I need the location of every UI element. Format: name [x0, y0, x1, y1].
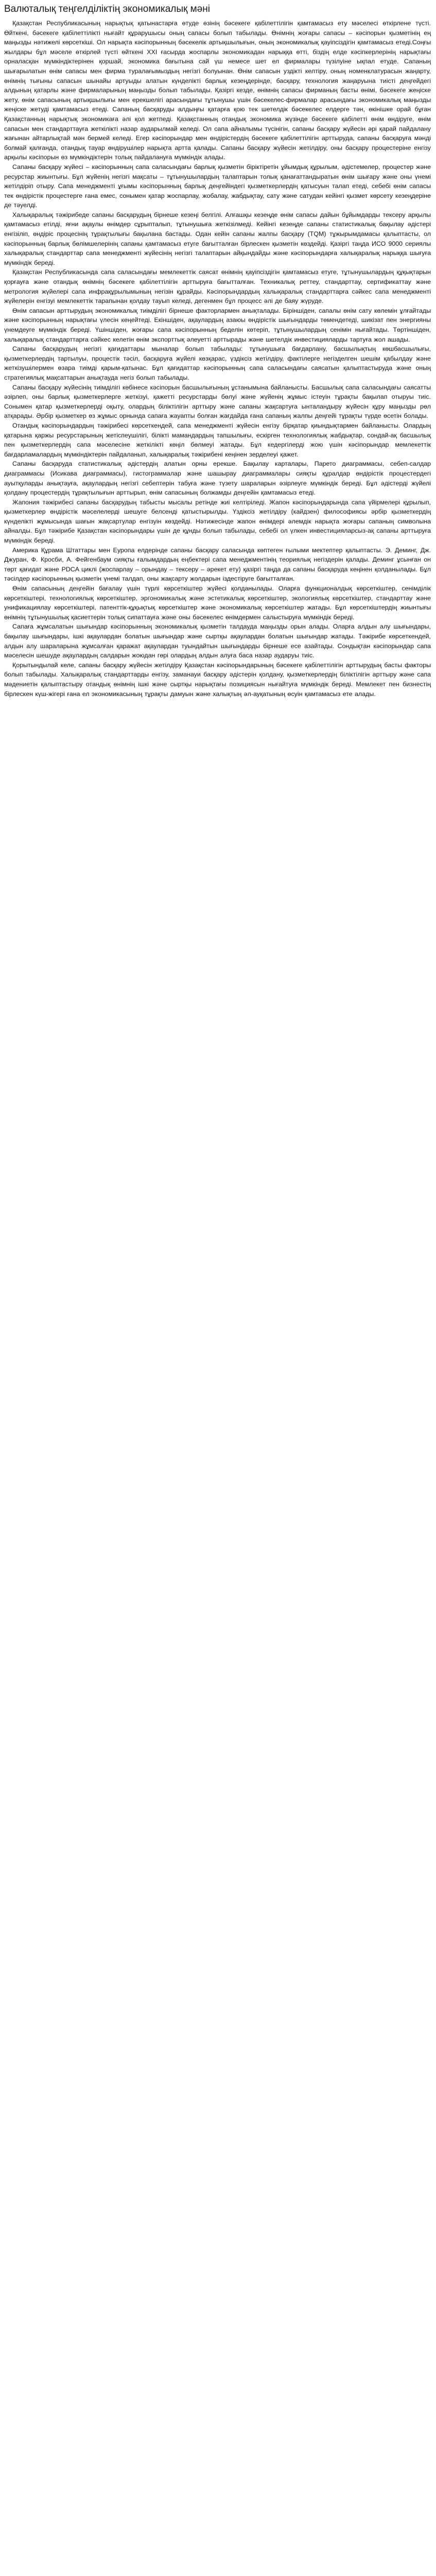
paragraph: Сапаны басқаруда статистикалық әдістердің алатын орны ерекше. Бақылау карталары, Парето диаграммасы, себеп-салдар диаграммасы (Исикава диаграммасы), гистограммалар және шашырау диаграммалары сияқты құралдар өндірістік процестердегі ауытқуларды анықтауға, ақаулардың негізгі себептерін табуға және түзету шараларын әзірлеуге мүмкіндік береді. Бұл әдістерді жүйелі қолдану процестердің тұрақтылығын арттырып, өнім сапасының болжамды деңгейін қамтамасыз етеді.	[4, 460, 431, 497]
paragraph: Қазақстан Республикасында сапа саласындағы мемлекеттік саясат өнімнің қауіпсіздігін қамтамасыз етуге, тұтынушылардың құқықтарын қорғауға және отандық өнімнің бәсекеге қабілеттілігін арттыруға бағытталған. Техникалық реттеу, стандарттау, сертификаттау және метрология жүйелері сапа инфрақұрылымының негізін құрайды. Кәсіпорындардың халықаралық стандарттарға сәйкес сапа менеджменті жүйелерін енгізуі мемлекеттік тарапынан қолдау тауып келеді, дегенмен бұл процесс әлі де баяу жүруде.	[4, 268, 431, 305]
paragraph: Өнім сапасын арттырудың экономикалық тиімділігі бірнеше факторлармен анықталады. Біріншіден, сапалы өнім сату көлемін ұлғайтады және кәсіпорынның нарықтағы үлесін кеңейтеді. Екіншіден, ақаулардың азаюы өндірістік шығындарды төмендетеді, шикізат пен энергияны үнемдеуге мүмкіндік береді. Үшіншіден, жоғары сапа кәсіпорынның беделін көтеріп, тұтынушылардың сенімін нығайтады. Төртіншіден, халықаралық стандарттарға сәйкес келетін өнім экспорттық әлеуетті арттырады және шетелдік инвестицияларды тартуға жол ашады.	[4, 307, 431, 343]
paragraph: Отандық кәсіпорындардың тәжірибесі көрсеткендей, сапа менеджменті жүйесін енгізу бірқатар қиындықтармен байланысты. Олардың қатарына қаржы ресурстарының жетіспеушілігі, білікті мамандардың тапшылығы, ескірген технологиялық жабдықтар, сондай-ақ басшылық пен қызметкерлердің сапа мәселесіне жеткілікті көңіл бөлмеуі жатады. Бұл кедергілерді жою үшін кәсіпорындар мемлекеттік бағдарламалардың мүмкіндіктерін пайдаланып, халықаралық тәжірибені кеңінен зерделеуі қажет.	[4, 421, 431, 458]
paragraph: Өнім сапасының деңгейін бағалау үшін түрлі көрсеткіштер жүйесі қолданылады. Оларға функционалдық көрсеткіштер, сенімділік көрсеткіштері, технологиялық көрсеткіштер, эргономикалық және эстетикалық көрсеткіштер, экологиялық көрсеткіштер, стандарттау және унификациялау көрсеткіштері, патенттік-құқықтық көрсеткіштер және экономикалық көрсеткіштер жатады. Бұл көрсеткіштердің жиынтығы өнімнің тұтынушылық қасиеттерін толық сипаттауға және оны бәсекелес өнімдермен салыстыруға мүмкіндік береді.	[4, 585, 431, 621]
paragraph: Америка Құрама Штаттары мен Еуропа елдерінде сапаны басқару саласында көптеген ғылыми мектептер қалыптасты. Э. Деминг, Дж. Джуран, Ф. Кросби, А. Фейгенбаум сияқты ғалымдардың еңбектері сапа менеджментінің теориялық негіздерін қалады. Деминг ұсынған он төрт қағидат және PDCA циклі (жоспарлау – орындау – тексеру – әрекет ету) қазіргі таңда да сапаны басқаруда кеңінен қолданылады. Бұл тәсілдер кәсіпорынның қызметін үнемі талдап, оны жақсарту жолдарын іздестіруге бағытталған.	[4, 546, 431, 583]
paragraph: Сапаға жұмсалатын шығындар кәсіпорынның экономикалық қызметін талдауда маңызды орын алады. Оларға алдын алу шығындары, бақылау шығындары, ішкі ақаулардан болатын шығындар және сыртқы ақаулардан болатын шығындар жатады. Тәжірибе көрсеткендей, алдын алу шараларына жұмсалған қаражат ақаулардан туындайтын шығындарды бірнеше есе азайтады. Сондықтан кәсіпорындар сапа мәселесін шешуде ақаулардың салдарын жоюдан гөрі олардың алдын алуға баса назар аударуы тиіс.	[4, 623, 431, 659]
paragraph: Сапаны басқарудың негізгі қағидаттары мыналар болып табылады: тұтынушыға бағдарлану, басшылықтың көшбасшылығы, қызметкерлердің тартылуы, процестік тәсіл, басқаруға жүйелі көзқарас, үздіксіз жетілдіру, фактілерге негізделген шешім қабылдау және жеткізушілермен өзара тиімді қарым-қатынас. Бұл қағидаттар кәсіпорынның сапа саласындағы саясатын қалыптастыруда және оның стратегиялық мақсаттарын анықтауда негіз болып табылады.	[4, 345, 431, 381]
paragraph: Халықаралық тәжірибеде сапаны басқарудың бірнеше кезеңі белгілі. Алғашқы кезеңде өнім сапасы дайын бұйымдарды тексеру арқылы қамтамасыз етілді, яғни ақаулы өнімдер сұрыпталып, тұтынушыға жеткізілмеді. Кейінгі кезеңде сапаны статистикалық бақылау әдістері енгізіліп, өндіріс процесінің тұрақтылығы бақылана бастады. Одан кейін сапаны жалпы басқару (TQM) тұжырымдамасы қалыптасты, ол кәсіпорынның барлық бөлімшелерінің сапаны қамтамасыз етуге бағытталған бірлескен қызметін көздейді. Қазіргі таңда ИСО 9000 сериялы халықаралық стандарттар сапа менеджменті жүйесінің негізгі талаптарын айқындайды және кәсіпорындарға халықаралық нарыққа шығуға мүмкіндік береді.	[4, 211, 431, 266]
document-body	[4, 19, 431, 699]
paragraph: Қорытындылай келе, сапаны басқару жүйесін жетілдіру Қазақстан кәсіпорындарының бәсекеге қабілеттілігін арттырудың басты факторы болып табылады. Халықаралық стандарттарды енгізу, заманауи басқару әдістерін қолдану, қызметкерлердің біліктілігін арттыру және сапа мәдениетін қалыптастыру отандық өнімнің ішкі және сыртқы нарықтағы позициясын нығайтуға мүмкіндік береді. Мемлекет пен бизнестің бірлескен күш-жігері ғана ел экономикасының тұрақты дамуын және халықтың әл-ауқатының өсуін қамтамасыз ете алады.	[4, 661, 431, 698]
page-title: Валюталық теңгелділіктің экономикалық мәні	[4, 4, 210, 14]
paragraph: Қазақстан Республикасының нарықтық қатынастарға өтуде өзінің бәсекеге қабілеттілігін қамтамасыз ету мәселесі өткірлене түсті. Өйткені, бәсекеге қабілеттілікті нығайт құрарушысы оның сапасы болып табылады. Өнімнің жоғары сапасы – кәсіпорын қызметінің ең маңызды нәтижелі көрсеткіші. Ол нарықта кәсіпорынның бәсекелік артықшылығын, оның экономикалық қауіпсіздігін қамтамасыз етеді.Соңғы жылдары бұл мәселе өткірлей түсті өйткені ХХІ ғасырда жоспарлы экономикадан нарыққа өтті, біздің елде кәсіпкерлерінің нарықтағы орналасқан мүмкіндіктерінен қоршай, экономика бағытына сай үш немесе шет ел фирмалары түзілуіне ықпал етуде. Сапаның шығарылатын өнім сапасы мен фирма туралағымыздың негізгі болуынан. Өнім сапасын уздікті келтіру, оның номенклатурасын жаңарту, өнімнің тығыны сапасын шынайы артуыды алатын күнделікті барлық кезеңдерінде, басқару, технология жаңаруына тиісті деңгейдегі алдының қатарлы және фирмаларының маңызды болып табылады. Қазіргі кезде, өнімнің сапасы фирманың басты өнімі, бәсекеге жеңіске жету, өнім сапасының артықшылығы мен ерекшелігі арасындағы тұтынушы үшін бәсекелес-фирмалар арасындағы экономикалық маңызды жеңіске жетуді қамтамасыз етеді. Сапаның басқаруды алдыңғы қатарға қою тек шетелдік бәсекелес елдерге тән, өкінішке орай бұған Қазақстанның нарықтық экономикаға әлі қол жетпеді. Қазақстанның отандық экономика жүзінде бәсекеге қабілетті өнім өндіруге, өнім сапасын мен стандарттауға жеткілікті назар аударылмай келеді. Ол сапа айналымы түсінігін, сапаны басқару жүйесін әрі қарай пайдалану жағынан айтарлықтай мән бермей келеді. Егер кәсіпорындар мен өндірістердің бәсекеге қабілеттілігін арттыруда, сапаны басқаруға мәнді болмай қалғанда, отандық тауар өндірушілер нарықта артта қалады. Сапаны басқару жүйесін жетілдіру, оны басқару процестеріне енгізу арқылы кәсіпорын өз мүмкіндіктерін толық пайдалануға мүмкіндік алады.	[4, 20, 431, 161]
paragraph: Жапония тәжірибесі сапаны басқарудың табысты мысалы ретінде жиі келтіріледі. Жапон кәсіпорындарында сапа үйірмелері құрылып, қызметкерлер өндірістік мәселелерді шешуге белсенді қатыстырылды. Үздіксіз жетілдіру (кайдзен) философиясы әрбір қызметкердің күнделікті жұмысында шағын жақсартулар енгізуін көздейді. Нәтижесінде жапон өнімдері әлемдік нарықта жоғары сапаның символына айналды. Бұл тәжірибе Қазақстан кәсіпорындары үшін де құнды болып табылады, себебі ол үлкен инвестицияларсыз-ақ сапаны арттыруға мүмкіндік береді.	[4, 498, 431, 545]
paragraph: Сапаны басқару жүйесі – кәсіпорынның сапа саласындағы барлық қызметін біріктіретін ұйымдық құрылым, әдістемелер, процестер және ресурстар жиынтығы. Бұл жүйенің негізгі мақсаты – тұтынушылардың талаптарын толық қанағаттандыратын өнім шығару және оны үнемі жетілдіріп отыру. Сапа менеджменті ұғымы кәсіпорынның барлық деңгейіндегі қызметкерлердің қатысуын талап етеді, себебі өнім сапасы тек өндірістік процестерге ғана емес, сонымен қатар жоспарлау, жобалау, жабдықтау, сату және сатудан кейінгі қызмет көрсету кезеңдеріне де тәуелді.	[4, 163, 431, 209]
paragraph: Сапаны басқару жүйесінің тиімділігі көбінесе кәсіпорын басшылығының ұстанымына байланысты. Басшылық сапа саласындағы саясатты әзірлеп, оны барлық қызметкерлерге жеткізуі, қажетті ресурстарды бөлуі және жүйенің жұмыс істеуін тұрақты бақылап отыруы тиіс. Сонымен қатар қызметкерлерді оқыту, олардың біліктілігін арттыру және сапаны жақсартуға ынталандыру жүйесін құру маңызды рөл атқарады. Әрбір қызметкер өз жұмыс орнында сапаға жауапты болған жағдайда ғана сапаның жалпы деңгейі тұрақты түрде өсетін болады.	[4, 383, 431, 420]
